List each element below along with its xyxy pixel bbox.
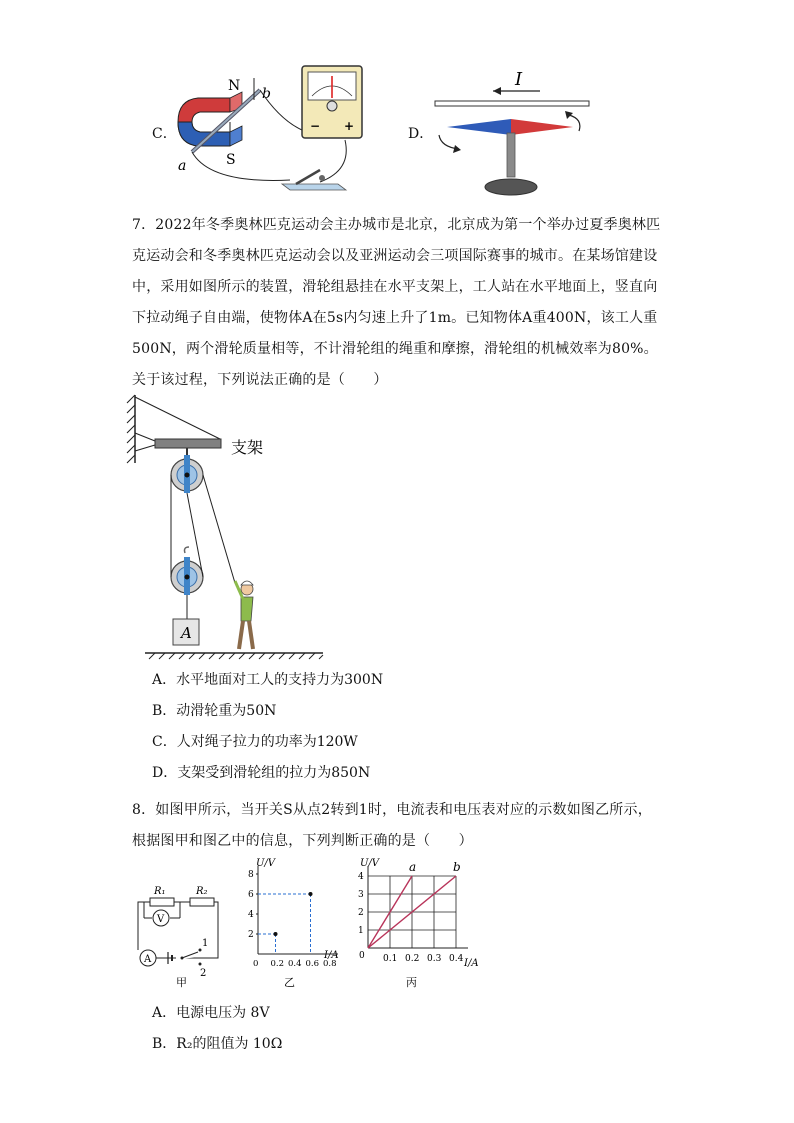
yi-ytick-label: 6 [248,890,254,900]
yi-xtick-label: 0.8 [323,959,337,969]
switch-point-2: 2 [200,968,207,979]
q7-option-a: A．水平地面对工人的支持力为300N [152,672,384,688]
yi-ytick-label: 8 [248,870,254,880]
caption-yi: 乙 [284,976,295,988]
resistor-r2 [190,898,214,906]
end-b-label: b [262,86,271,102]
straight-wire [435,101,589,106]
bing-xlabel: I/A [464,958,479,969]
bing-line-label-b: b [453,860,461,874]
pole-s-label: S [226,152,236,168]
current-label: I [515,69,523,90]
bing-xtick-label: 0.3 [427,954,442,964]
bing-ytick-label: 3 [358,890,364,900]
option-d-label: D． [408,126,434,142]
yi-xtick-label: 0 [253,959,259,969]
q7-option-d: D．支架受到滑轮组的拉力为850N [152,765,371,781]
bing-xtick-label: 0.4 [449,954,464,964]
compass-stand [507,133,515,177]
q7-option-c: C．人对绳子拉力的功率为120W [152,734,358,750]
bing-ylabel: U/V [360,858,380,869]
support-label: 支架 [231,438,264,457]
switch-point-1: 1 [202,938,209,949]
caption-jia: 甲 [176,976,187,989]
yi-xlabel: I/A [324,950,339,961]
worker [235,581,253,649]
ammeter-label: A [144,954,152,965]
q8-option-b: B．R₂的阻值为 10Ω [152,1036,283,1052]
pole-n-label: N [228,78,241,94]
yi-data-point [309,892,313,896]
bing-origin-label: 0 [359,951,365,961]
end-a-label: a [178,158,187,174]
yi-xtick-label: 0.6 [305,959,320,969]
yi-ytick-label: 2 [248,930,254,940]
bing-ytick-label: 1 [358,926,364,936]
object-a-label: A [181,624,192,642]
svg-text:+: + [344,119,355,133]
pulley-system-figure [125,393,325,663]
q7-option-b: B．动滑轮重为50N [152,703,277,719]
bing-ytick-label: 2 [358,908,364,918]
magnet-galvanometer-figure [170,60,370,200]
yi-ylabel: U/V [256,858,276,869]
wire-compass-figure [425,65,595,200]
question-8-stem: 8．如图甲所示，当开关S从点2转到1时，电流表和电压表对应的示数如图乙所示，根据图甲和图乙中的信息，下列判断正确的是（ ） [132,802,652,849]
yi-xtick-label: 0.2 [270,959,285,969]
yi-xtick-label: 0.4 [288,959,302,969]
r2-label: R₂ [196,886,208,897]
bing-xtick-label: 0.2 [405,954,420,964]
support-bar [155,439,221,448]
bing-xtick-label: 0.1 [383,954,398,964]
circuit-figure-jia [130,878,225,990]
current-arrow [493,87,501,95]
bing-line-label-a: a [409,860,417,874]
compass-needle-n [511,119,573,135]
chart-bing [354,856,484,988]
q8-option-a: A．电源电压为 8V [152,1005,270,1021]
voltmeter-label: V [157,914,165,925]
bing-ytick-label: 4 [358,872,364,882]
option-c-label: C． [152,126,177,142]
switch [282,184,346,190]
resistor-r1 [150,898,174,906]
question-7-stem: 7．2022年冬季奥林匹克运动会主办城市是北京，北京成为第一个举办过夏季奥林匹克运动会和冬季奥林匹克运动会以及亚洲运动会三项国际赛事的城市。在某场馆建设中，采用如图所示的装置，滑轮组悬挂在水平支架上，工人站在水平地面上，竖直向下拉动绳子自由端，使物体A在5s内匀速上升了1m。已知物体A重400N，该工人重500N，两个滑轮质量相等，不计滑轮组的绳重和摩擦，滑轮组的机械效率为80%。关于该过程，下列说法正确的是（ ） [132,217,661,388]
yi-ytick-label: 4 [248,910,254,920]
svg-text:−: − [310,119,321,133]
chart-yi [236,856,346,988]
caption-bing: 丙 [406,976,417,988]
yi-data-point [274,932,278,936]
compass-needle-s [447,119,511,135]
r1-label: R₁ [154,886,166,897]
